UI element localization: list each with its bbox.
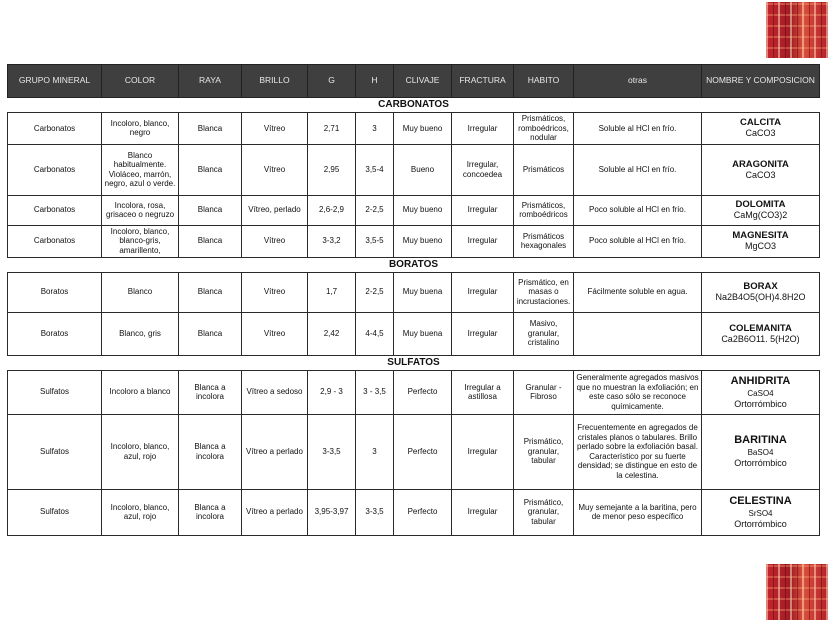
cell-fractura: Irregular — [452, 272, 514, 312]
cell-g: 2,95 — [308, 144, 356, 195]
cell-g: 2,71 — [308, 113, 356, 145]
cell-color: Incoloro, blanco, azul, rojo — [102, 489, 179, 535]
mineral-formula: MgCO3 — [744, 241, 776, 251]
cell-nombre — [702, 414, 820, 489]
cell-clivaje: Perfecto — [394, 370, 452, 414]
cell-brillo: Vítreo — [242, 144, 308, 195]
cell-nombre — [702, 144, 820, 195]
header-habito: HABITO — [514, 65, 574, 98]
cell-raya: Blanca a incolora — [179, 414, 242, 489]
table-row — [8, 225, 820, 257]
table-row — [8, 370, 820, 414]
header-nombre-composicion: NOMBRE Y COMPOSICION — [702, 65, 820, 98]
cell-fractura: Irregular, concoedea — [452, 144, 514, 195]
cell-habito: Prismáticos, romboédricos, nodular — [514, 113, 574, 145]
table-row — [8, 414, 820, 489]
cell-grupo: Boratos — [8, 312, 102, 355]
cell-fractura: Irregular — [452, 414, 514, 489]
mineral-name: CELESTINA — [729, 494, 792, 507]
cell-clivaje: Muy bueno — [394, 225, 452, 257]
mineral-formula: CaMg(CO3)2 — [733, 210, 788, 220]
mineral-formula: CaCO3 — [745, 169, 776, 180]
cell-raya: Blanca — [179, 113, 242, 145]
cell-raya: Blanca a incolora — [179, 489, 242, 535]
table-row — [8, 272, 820, 312]
cell-habito: Prismáticos, romboédricos — [514, 195, 574, 225]
table-row — [8, 144, 820, 195]
crystal-system: Ortorrómbico — [734, 458, 787, 468]
cell-habito: Granular - Fibroso — [514, 370, 574, 414]
cell-g: 3,95-3,97 — [308, 489, 356, 535]
mineral-formula: CaCO3 — [745, 128, 776, 139]
cell-nombre — [702, 225, 820, 257]
cell-otras: Fácilmente soluble en agua. — [574, 272, 702, 312]
cell-nombre — [702, 272, 820, 312]
section-title: BORATOS — [8, 257, 820, 272]
cell-nombre — [702, 370, 820, 414]
cell-brillo: Vítreo — [242, 272, 308, 312]
cell-h: 3,5-5 — [356, 225, 394, 257]
cell-fractura: Irregular — [452, 489, 514, 535]
cell-h: 3-3,5 — [356, 489, 394, 535]
cell-brillo: Vítreo — [242, 312, 308, 355]
cell-raya: Blanca a incolora — [179, 370, 242, 414]
cell-brillo: Vítreo a sedoso — [242, 370, 308, 414]
cell-color: Incoloro, blanco, negro — [102, 113, 179, 145]
cell-h: 2-2,5 — [356, 272, 394, 312]
cell-raya: Blanca — [179, 272, 242, 312]
cell-otras: Soluble al HCl en frío. — [574, 144, 702, 195]
cell-color: Incolora, rosa, grisaceo o negruzo — [102, 195, 179, 225]
cell-raya: Blanca — [179, 225, 242, 257]
section-title: SULFATOS — [8, 355, 820, 370]
cell-habito: Prismático, granular, tabular — [514, 414, 574, 489]
cell-otras: Poco soluble al HCl en frío. — [574, 195, 702, 225]
header-raya: RAYA — [179, 65, 242, 98]
cell-grupo: Boratos — [8, 272, 102, 312]
cell-h: 3,5-4 — [356, 144, 394, 195]
cell-color: Blanco habitualmente. Violáceo, marrón, negro, azul o verde. — [102, 144, 179, 195]
cell-nombre — [702, 312, 820, 355]
mineral-name: BARITINA — [734, 434, 787, 446]
cell-color: Incoloro a blanco — [102, 370, 179, 414]
crystal-system: Ortorrómbico — [734, 518, 787, 529]
header-otras: otras — [574, 65, 702, 98]
cell-g: 3-3,5 — [308, 414, 356, 489]
cell-fractura: Irregular — [452, 225, 514, 257]
cell-grupo: Sulfatos — [8, 370, 102, 414]
cell-fractura: Irregular a astillosa — [452, 370, 514, 414]
cell-clivaje: Muy bueno — [394, 113, 452, 145]
header-brillo: BRILLO — [242, 65, 308, 98]
cell-h: 4-4,5 — [356, 312, 394, 355]
cell-raya: Blanca — [179, 312, 242, 355]
section-title: CARBONATOS — [8, 98, 820, 113]
cell-color: Incoloro, blanco, blanco-gris, amarillento, — [102, 225, 179, 257]
cell-g: 2,6-2,9 — [308, 195, 356, 225]
cell-otras: Generalmente agregados masivos que no muestran la exfoliación; en este caso sólo se reconoce químicamente. — [574, 370, 702, 414]
cell-habito: Prismáticos hexagonales — [514, 225, 574, 257]
table-row — [8, 113, 820, 145]
minerals-table — [7, 64, 820, 536]
cell-brillo: Vítreo — [242, 225, 308, 257]
mineral-name: CALCITA — [740, 117, 781, 129]
section-header-sulfatos — [8, 355, 820, 370]
table-row — [8, 195, 820, 225]
cell-grupo: Sulfatos — [8, 489, 102, 535]
cell-nombre — [702, 489, 820, 535]
mineral-formula: CaSO4 — [747, 388, 774, 398]
mineral-name: ARAGONITA — [732, 158, 789, 170]
cell-grupo: Carbonatos — [8, 144, 102, 195]
cell-otras: Poco soluble al HCl en frío. — [574, 225, 702, 257]
cell-brillo: Vítreo a perlado — [242, 414, 308, 489]
mineral-formula: BaSO4 — [747, 448, 774, 457]
decorative-textile-pattern-bottom — [766, 564, 828, 620]
cell-clivaje: Muy buena — [394, 272, 452, 312]
cell-brillo: Vítreo, perlado — [242, 195, 308, 225]
cell-raya: Blanca — [179, 195, 242, 225]
cell-raya: Blanca — [179, 144, 242, 195]
cell-nombre — [702, 195, 820, 225]
cell-clivaje: Perfecto — [394, 489, 452, 535]
mineral-formula: Ca2B6O11. 5(H2O) — [721, 333, 800, 344]
section-header-carbonatos — [8, 98, 820, 113]
cell-grupo: Carbonatos — [8, 113, 102, 145]
cell-g: 2,42 — [308, 312, 356, 355]
cell-fractura: Irregular — [452, 195, 514, 225]
cell-color: Incoloro, blanco, azul, rojo — [102, 414, 179, 489]
cell-fractura: Irregular — [452, 312, 514, 355]
mineral-formula: SrSO4 — [748, 508, 773, 518]
mineral-name: DOLOMITA — [735, 199, 786, 210]
header-color: COLOR — [102, 65, 179, 98]
mineral-formula: Na2B4O5(OH)4.8H2O — [715, 292, 806, 302]
cell-color: Blanco, gris — [102, 312, 179, 355]
table-row — [8, 312, 820, 355]
cell-grupo: Sulfatos — [8, 414, 102, 489]
cell-clivaje: Muy bueno — [394, 195, 452, 225]
cell-habito: Prismático, granular, tabular — [514, 489, 574, 535]
header-g: G — [308, 65, 356, 98]
mineral-name: ANHIDRITA — [730, 374, 791, 387]
mineral-name: BORAX — [743, 281, 778, 292]
cell-habito: Prismático, en masas o incrustaciones. — [514, 272, 574, 312]
cell-h: 3 — [356, 414, 394, 489]
cell-h: 2-2,5 — [356, 195, 394, 225]
crystal-system: Ortorrómbico — [734, 398, 787, 409]
mineral-name: COLEMANITA — [729, 322, 792, 334]
cell-color: Blanco — [102, 272, 179, 312]
cell-otras: Soluble al HCl en frío. — [574, 113, 702, 145]
cell-nombre — [702, 113, 820, 145]
cell-habito: Prismáticos — [514, 144, 574, 195]
header-grupo-mineral: GRUPO MINERAL — [8, 65, 102, 98]
cell-g: 2,9 - 3 — [308, 370, 356, 414]
table-row — [8, 489, 820, 535]
cell-g: 3-3,2 — [308, 225, 356, 257]
cell-fractura: Irregular — [452, 113, 514, 145]
cell-clivaje: Bueno — [394, 144, 452, 195]
cell-h: 3 - 3,5 — [356, 370, 394, 414]
header-clivaje: CLIVAJE — [394, 65, 452, 98]
cell-brillo: Vítreo a perlado — [242, 489, 308, 535]
cell-habito: Masivo, granular, cristalino — [514, 312, 574, 355]
mineral-name: MAGNESITA — [732, 230, 789, 241]
cell-otras: Frecuentemente en agregados de cristales planos o tabulares. Brillo perlado sobre la exfoliación basal. Característico por su fuerte densidad; se distingue en esto de la celestina. — [574, 414, 702, 489]
cell-grupo: Carbonatos — [8, 195, 102, 225]
cell-otras: Muy semejante a la baritina, pero de menor peso específico — [574, 489, 702, 535]
decorative-textile-pattern-top — [766, 2, 828, 58]
cell-grupo: Carbonatos — [8, 225, 102, 257]
cell-clivaje: Muy buena — [394, 312, 452, 355]
section-header-boratos — [8, 257, 820, 272]
header-fractura: FRACTURA — [452, 65, 514, 98]
cell-brillo: Vítreo — [242, 113, 308, 145]
cell-clivaje: Perfecto — [394, 414, 452, 489]
cell-g: 1,7 — [308, 272, 356, 312]
cell-otras — [574, 312, 702, 355]
header-row — [8, 65, 820, 98]
header-h: H — [356, 65, 394, 98]
cell-h: 3 — [356, 113, 394, 145]
